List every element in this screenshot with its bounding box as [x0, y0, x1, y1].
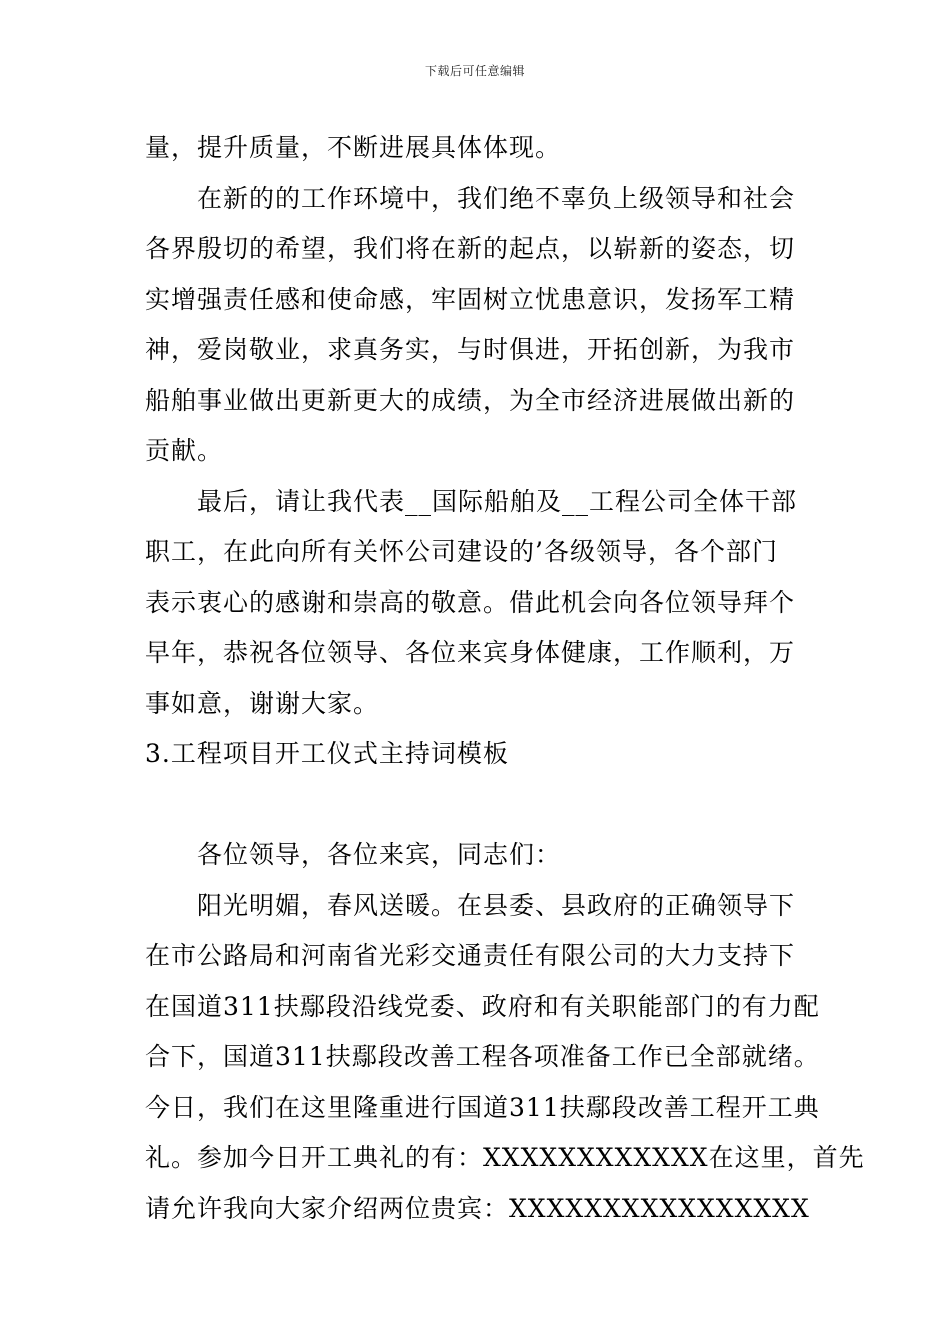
- paragraph-line: 礼。参加今日开工典礼的有：XXXXXXXXXXXX在这里，首先: [145, 1143, 865, 1172]
- paragraph-line: 最后，请让我代表__国际船舶及__工程公司全体干部: [197, 486, 798, 516]
- section-heading: 3.工程项目开工仪式主持词模板: [145, 739, 509, 768]
- blank-line: [145, 780, 810, 831]
- paragraph-line: 表示衷心的感谢和崇高的敬意。借此机会向各位领导拜个: [145, 587, 796, 617]
- paragraph-line: 在国道311扶鄢段沿线党委、政府和有关职能部门的有力配: [145, 991, 820, 1021]
- paragraph-line: 在新的的工作环境中，我们绝不辜负上级领导和社会: [197, 183, 796, 213]
- paragraph-line: 各界殷切的希望，我们将在新的起点，以崭新的姿态，切: [145, 234, 796, 263]
- paragraph-line: 实增强责任感和使命感，牢固树立忧患意识，发扬军工精: [145, 284, 796, 314]
- paragraph-line: 神，爱岗敬业，求真务实，与时俱进，开拓创新，为我市: [145, 335, 796, 364]
- page-header: 下载后可任意编辑: [424, 64, 525, 78]
- paragraph-line: 请允许我向大家介绍两位贵宾：XXXXXXXXXXXXXXXX: [145, 1193, 810, 1223]
- paragraph-line: 贡献。: [145, 436, 224, 465]
- paragraph-line: 早年，恭祝各位领导、各位来宾身体健康，工作顺利，万: [145, 638, 796, 667]
- paragraph-line: 事如意，谢谢大家。: [145, 688, 380, 718]
- paragraph-line: 合下，国道311扶鄢段改善工程各项准备工作已全部就绪。: [145, 1042, 820, 1071]
- paragraph-line: 职工，在此向所有关怀公司建设的’各级领导，各个部门: [145, 537, 778, 566]
- document-body: [145, 123, 865, 1234]
- paragraph-line: 在市公路局和河南省光彩交通责任有限公司的大力支持下: [145, 941, 796, 970]
- paragraph-line: 船舶事业做出更新更大的成绩，为全市经济进展做出新的: [145, 385, 796, 415]
- paragraph-line: 量，提升质量，不断进展具体体现。: [145, 133, 562, 162]
- paragraph-line: 今日，我们在这里隆重进行国道311扶鄢段改善工程开工典: [145, 1092, 820, 1122]
- salutation-line: 各位领导，各位来宾，同志们：: [197, 840, 562, 869]
- paragraph-line: 阳光明媚，春风送暖。在县委、县政府的正确领导下: [197, 890, 796, 920]
